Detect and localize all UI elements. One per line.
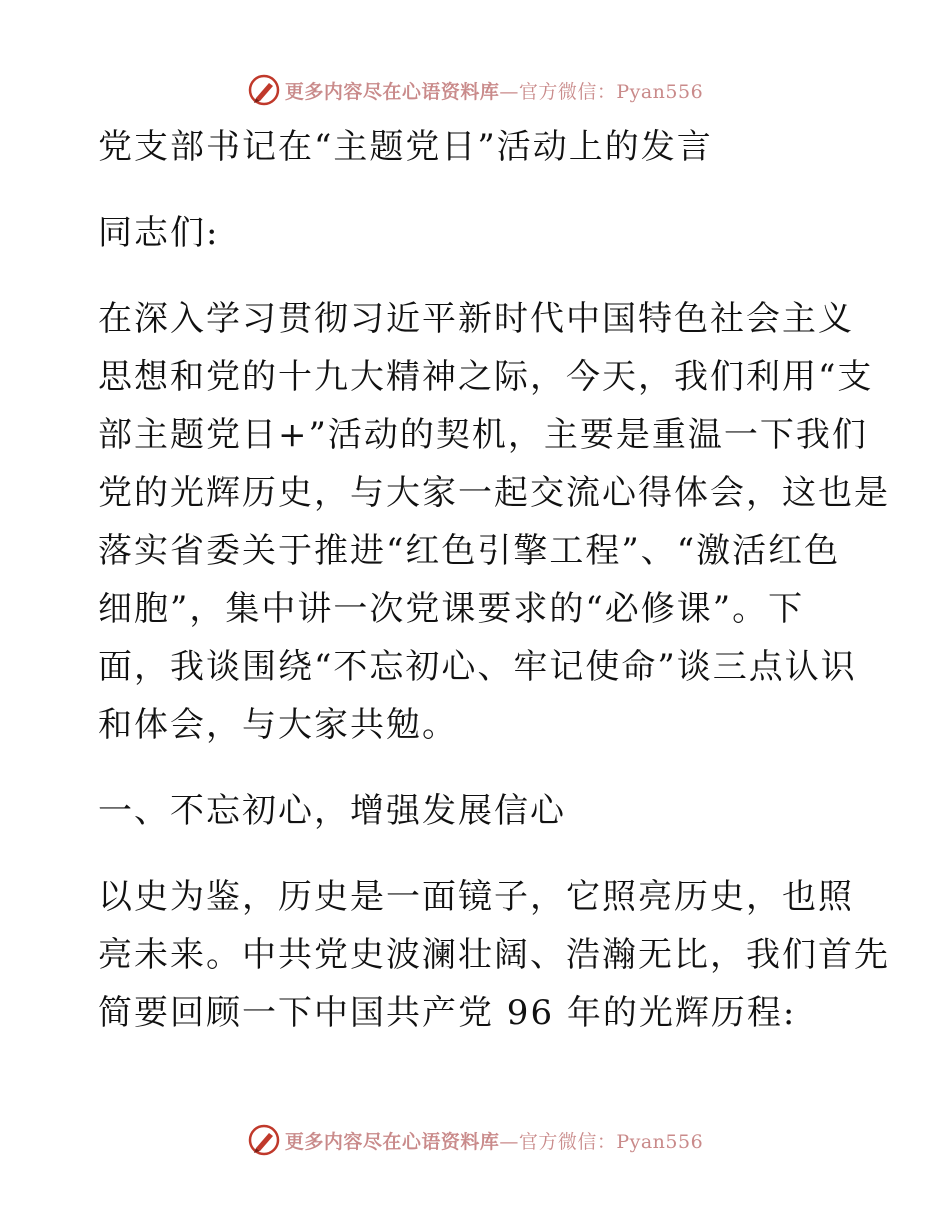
header-watermark <box>0 70 950 110</box>
document-title: 党支部书记在“主题党日”活动上的发言 <box>98 127 713 167</box>
paragraph-line: 亮未来。中共党史波澜壮阔、浩瀚无比，我们首先 <box>98 935 890 975</box>
watermark-brand: 更多内容尽在心语资料库 <box>284 1130 500 1153</box>
header-watermark-text <box>285 77 703 104</box>
watermark-brand: 更多内容尽在心语资料库 <box>284 80 500 103</box>
watermark-tail: 官方微信：Pyan556 <box>518 1130 704 1153</box>
paragraph-line: 面，我谈围绕“不忘初心、牢记使命”谈三点认识 <box>98 647 857 687</box>
watermark-dash: — <box>499 1130 519 1153</box>
paragraph-line: 细胞”，集中讲一次党课要求的“必修课”。下 <box>98 589 805 629</box>
document-body <box>98 118 890 1042</box>
paragraph-line: 和体会，与大家共勉。 <box>98 705 458 745</box>
pen-logo-icon <box>247 1123 281 1157</box>
watermark-dash: — <box>499 80 519 103</box>
pen-logo-icon <box>247 73 281 107</box>
footer-watermark-text <box>285 1127 703 1154</box>
paragraph-line: 党的光辉历史，与大家一起交流心得体会，这也是 <box>98 473 890 513</box>
paragraph-intro <box>98 290 890 754</box>
paragraph-history <box>98 868 890 1042</box>
salutation: 同志们: <box>98 213 220 253</box>
watermark-tail: 官方微信：Pyan556 <box>518 80 704 103</box>
paragraph-line: 思想和党的十九大精神之际，今天，我们利用“支 <box>98 357 874 397</box>
paragraph-line: 落实省委关于推进“红色引擎工程”、“激活红色 <box>98 531 841 571</box>
paragraph-line: 简要回顾一下中国共产党 96 年的光辉历程: <box>98 993 797 1033</box>
paragraph-line: 部主题党日+”活动的契机，主要是重温一下我们 <box>98 415 868 455</box>
footer-watermark <box>0 1120 950 1160</box>
section-heading: 一、不忘初心，增强发展信心 <box>98 791 566 831</box>
paragraph-line: 以史为鉴，历史是一面镜子，它照亮历史，也照 <box>98 877 854 917</box>
paragraph-line: 在深入学习贯彻习近平新时代中国特色社会主义 <box>98 299 854 339</box>
